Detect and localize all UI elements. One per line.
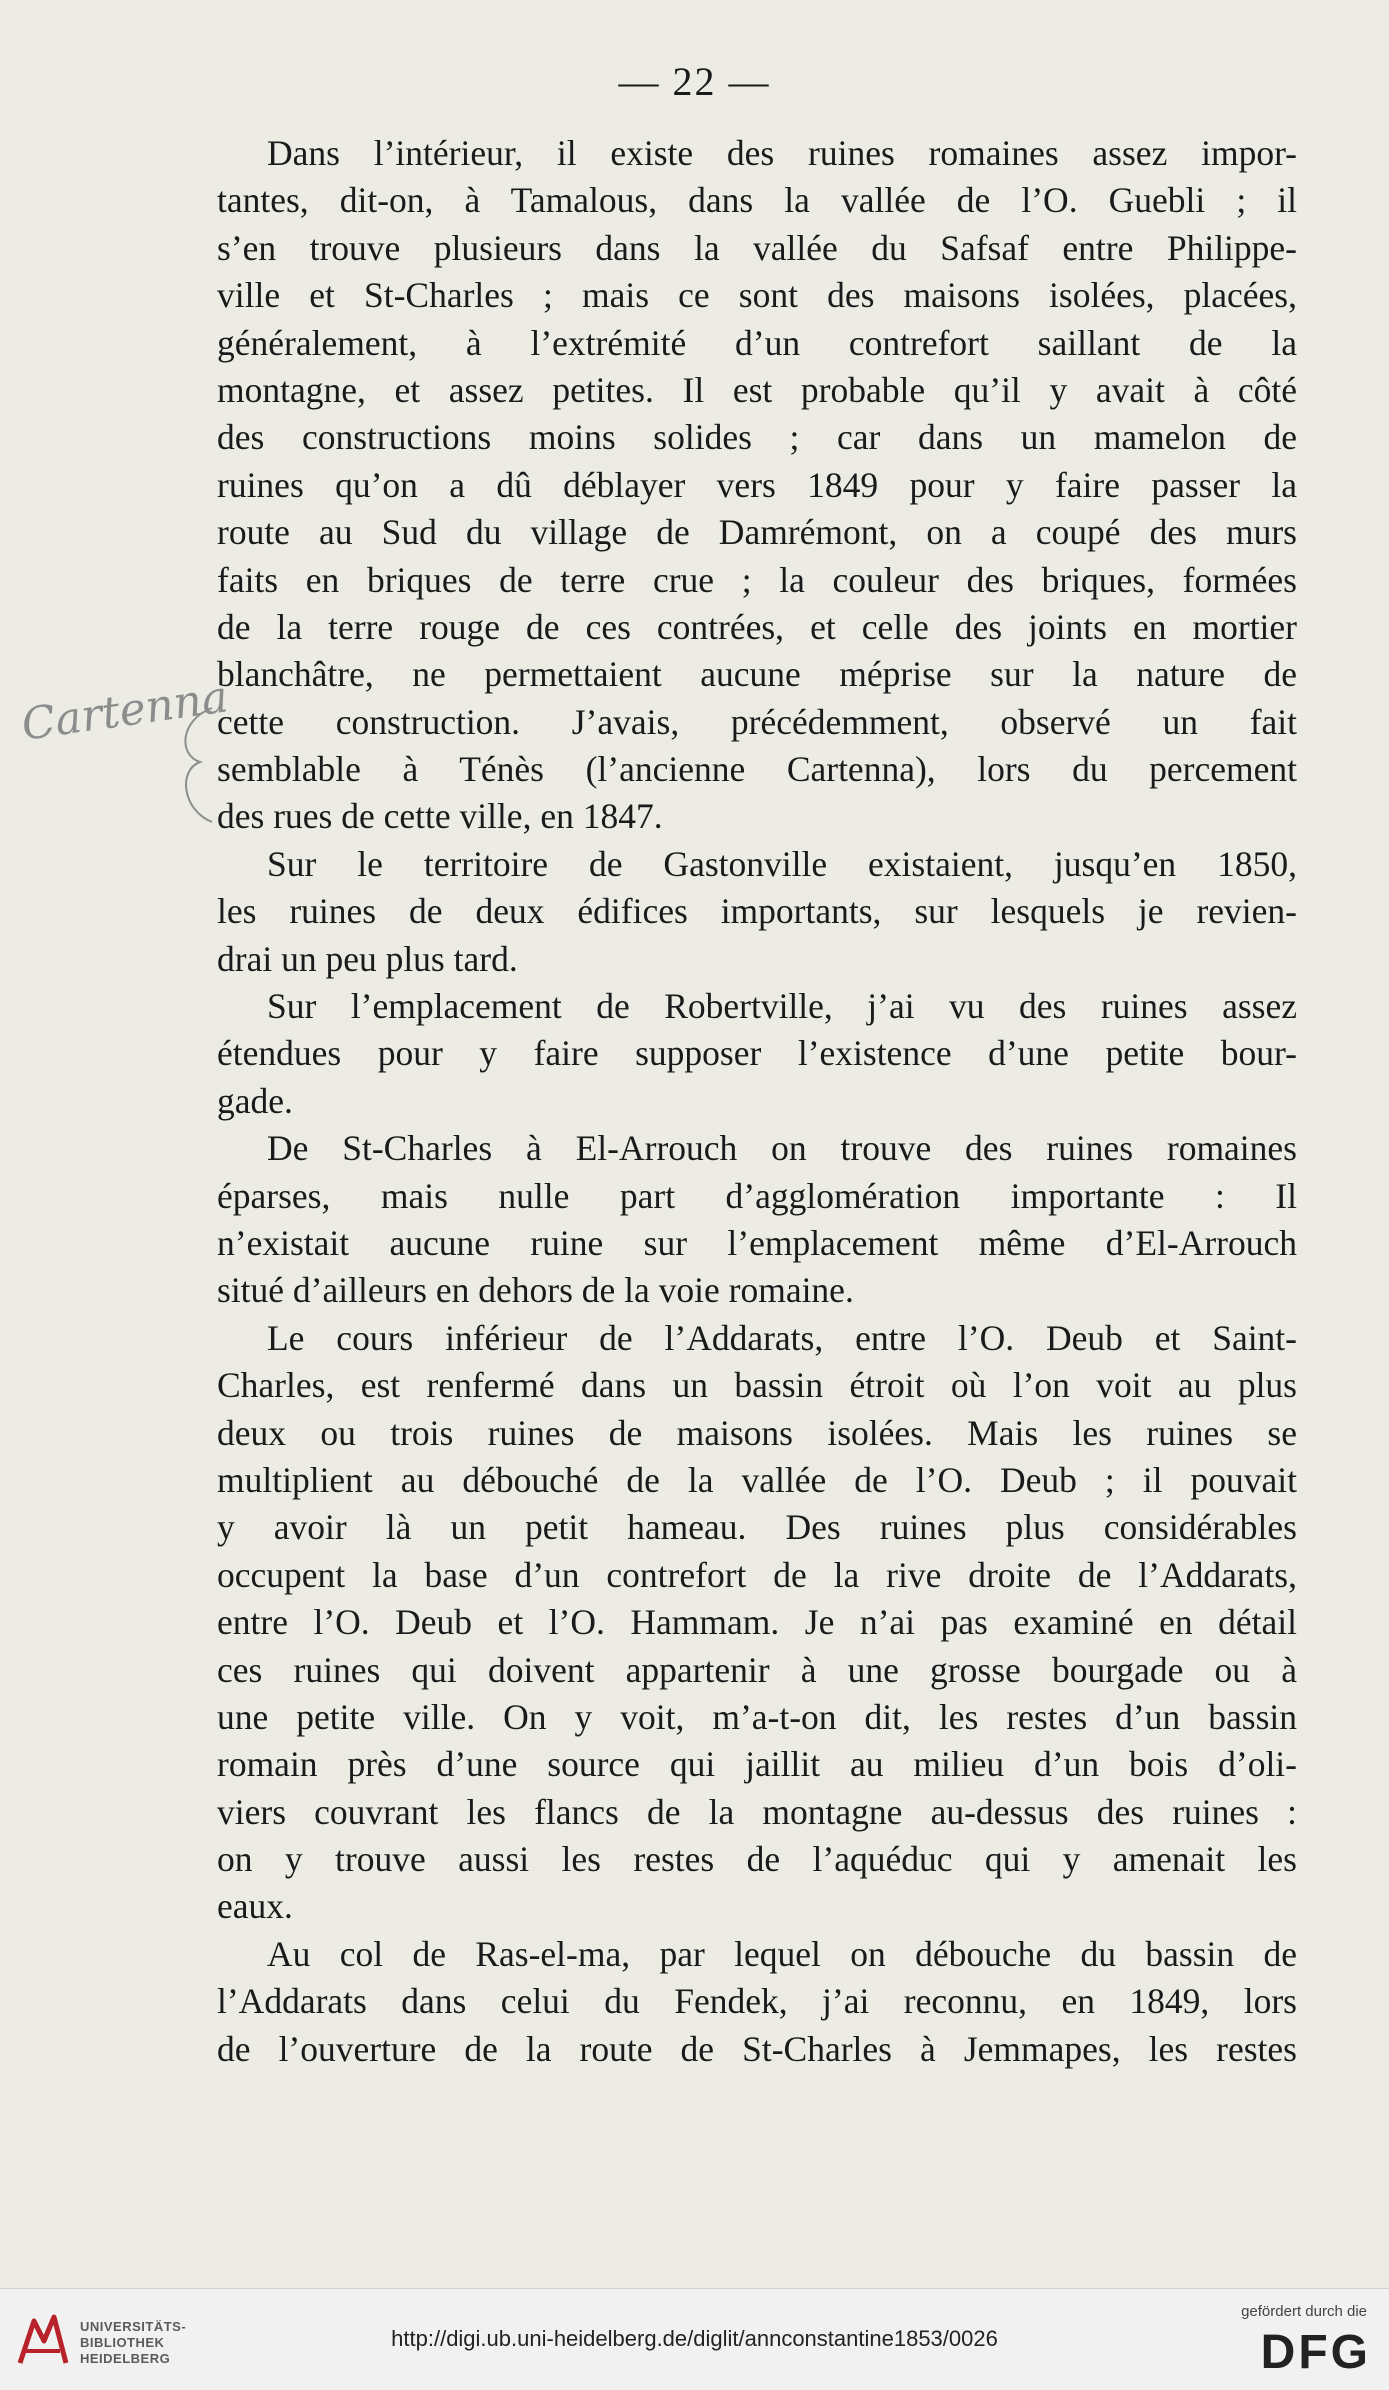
text-line: Au col de Ras-el-ma, par lequel on débouche du bassin de <box>267 1933 1297 1974</box>
text-line: romain près d’une source qui jaillit au milieu d’un bois d’oli- <box>217 1744 1297 1785</box>
text-line: Sur le territoire de Gastonville existaient, jusqu’en 1850, <box>267 843 1297 884</box>
text-line: Dans l’intérieur, il existe des ruines romaines assez impor- <box>267 133 1297 173</box>
text-line: généralement, à l’extrémité d’un contrefort saillant de la <box>217 322 1297 363</box>
text-line: n’existait aucune ruine sur l’emplacement même d’El-Arrouch <box>217 1222 1297 1263</box>
text-line: de l’ouverture de la route de St-Charles à Jemmapes, les restes <box>217 2028 1297 2069</box>
text-line: semblable à Ténès (l’ancienne Cartenna), lors du percement <box>217 749 1297 790</box>
text-line: eaux. <box>217 1886 293 1927</box>
text-line: route au Sud du village de Damrémont, on a coupé des murs <box>217 512 1297 553</box>
dfg-logo: DFG <box>1260 2326 1371 2379</box>
text-line: de la terre rouge de ces contrées, et celle des joints en mortier <box>217 606 1297 647</box>
text-line: occupent la base d’un contrefort de la rive droite de l’Addarats, <box>217 1554 1297 1595</box>
text-line: on y trouve aussi les restes de l’aquéduc qui y amenait les <box>217 1839 1297 1880</box>
text-line: Le cours inférieur de l’Addarats, entre l’O. Deub et Saint- <box>267 1317 1297 1358</box>
text-line: drai un peu plus tard. <box>217 938 518 979</box>
text-line: gade. <box>217 1080 293 1121</box>
text-line: deux ou trois ruines de maisons isolées. Mais les ruines se <box>217 1412 1297 1453</box>
text-line: De St-Charles à El-Arrouch on trouve des ruines romaines <box>267 1128 1297 1169</box>
text-line: cette construction. J’avais, précédemment, observé un fait <box>217 701 1297 742</box>
text-line: ces ruines qui doivent appartenir à une grosse bourgade ou à <box>217 1649 1297 1690</box>
text-line: viers couvrant les flancs de la montagne au-dessus des ruines : <box>217 1791 1297 1832</box>
text-line: y avoir là un petit hameau. Des ruines plus considérables <box>217 1507 1297 1548</box>
text-line: éparses, mais nulle part d’agglomération importante : Il <box>217 1175 1297 1216</box>
text-line: Charles, est renfermé dans un bassin étroit où l’on voit au plus <box>217 1365 1297 1406</box>
handwritten-margin-note: Cartenna <box>18 671 232 751</box>
library-name-line: HEIDELBERG <box>80 2351 171 2366</box>
text-line: des constructions moins solides ; car dans un mamelon de <box>217 417 1297 458</box>
page-number: — 22 — <box>618 59 771 104</box>
text-line: faits en briques de terre crue ; la couleur des briques, formées <box>217 559 1297 600</box>
source-url-link[interactable]: http://digi.ub.uni-heidelberg.de/diglit/annconstantine1853/0026 <box>391 2326 998 2351</box>
text-line: multiplient au débouché de la vallée de l’O. Deub ; il pouvait <box>217 1459 1297 1500</box>
text-line: situé d’ailleurs en dehors de la voie romaine. <box>217 1270 854 1311</box>
text-line: les ruines de deux édifices importants, sur lesquels je revien- <box>217 891 1297 932</box>
funder-caption: gefördert durch die <box>1241 2303 1367 2320</box>
margin-bracket-icon <box>160 700 220 830</box>
text-line: Sur l’emplacement de Robertville, j’ai vu des ruines assez <box>267 986 1297 1027</box>
text-line: ruines qu’on a dû déblayer vers 1849 pour y faire passer la <box>217 464 1297 505</box>
library-name-line: BIBLIOTHEK <box>80 2335 165 2350</box>
text-line: s’en trouve plusieurs dans la vallée du Safsaf entre Philippe- <box>217 227 1297 268</box>
text-line: des rues de cette ville, en 1847. <box>217 796 663 837</box>
text-line: tantes, dit-on, à Tamalous, dans la vallée de l’O. Guebli ; il <box>217 180 1297 221</box>
digitization-footer <box>0 2288 1389 2390</box>
body-text <box>217 130 1297 2073</box>
text-line: une petite ville. On y voit, m’a-t-on dit, les restes d’un bassin <box>217 1696 1297 1737</box>
text-line: l’Addarats dans celui du Fendek, j’ai reconnu, en 1849, lors <box>217 1981 1297 2022</box>
text-line: ville et St-Charles ; mais ce sont des maisons isolées, placées, <box>217 275 1297 316</box>
text-line: entre l’O. Deub et l’O. Hammam. Je n’ai pas examiné en détail <box>217 1602 1297 1643</box>
text-line: blanchâtre, ne permettaient aucune méprise sur la nature de <box>217 654 1297 695</box>
text-line: étendues pour y faire supposer l’existence d’une petite bour- <box>217 1033 1297 1074</box>
library-name-line: UNIVERSITÄTS- <box>80 2319 187 2334</box>
text-line: montagne, et assez petites. Il est probable qu’il y avait à côté <box>217 369 1297 410</box>
